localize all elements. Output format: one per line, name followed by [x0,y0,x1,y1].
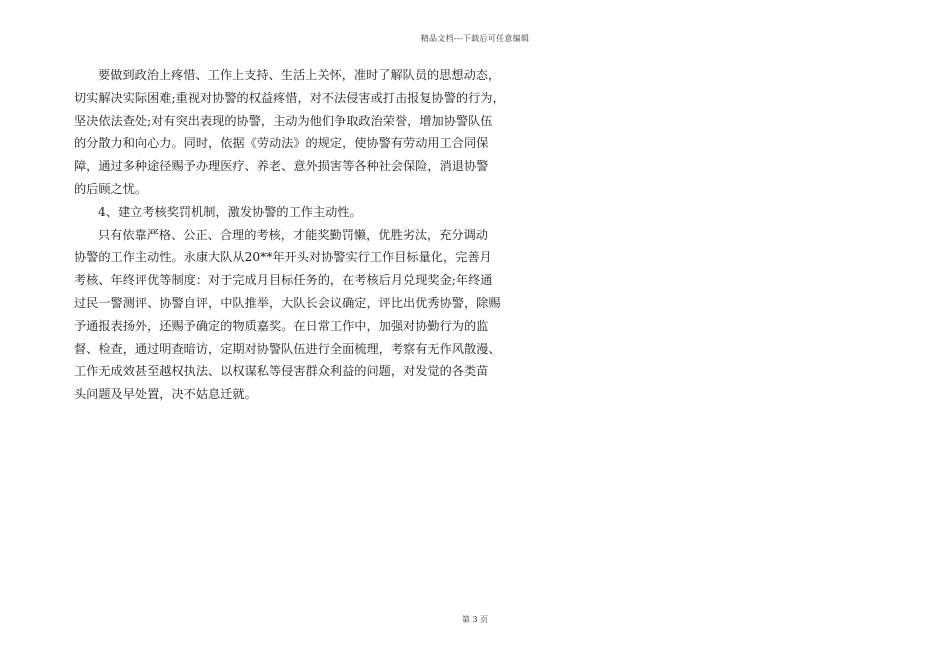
page-header: 精品文档---下载后可任意编辑 [420,34,530,43]
paragraph-line: 的后顾之忧。 [74,181,148,196]
paragraph-line: 头问题及早处置，决不姑息迁就。 [74,387,257,402]
paragraph-line: 切实解决实际困难;重视对协警的权益疼惜，对不法侵害或打击报复协警的行为， [74,90,505,105]
paragraph-line: 予通报表扬外，还赐予确定的物质嘉奖。在日常工作中，加强对协勤行为的监 [74,318,489,333]
paragraph-line: 的分散力和向心力。同时，依据《劳动法》的规定，使协警有劳动用工合同保 [74,136,489,151]
paragraph-line: 工作无成效甚至越权执法、以权谋私等侵害群众利益的问题，对发觉的各类苗 [74,364,489,379]
paragraph-line: 障，通过多种途径赐予办理医疗、养老、意外损害等各种社会保险，消退协警 [74,159,489,174]
paragraph-line: 督、检查，通过明查暗访，定期对协警队伍进行全面梳理，考察有无作风散漫、 [74,341,501,356]
paragraph-line: 坚决依法查处;对有突出表现的协警，主动为他们争取政治荣誉，增加协警队伍 [74,113,493,128]
page-number: 第 3 页 [461,615,489,624]
paragraph-line: 协警的工作主动性。永康大队从20**年开头对协警实行工作目标量化，完善月 [74,250,492,265]
paragraph-line: 考核、年终评优等制度：对于完成月目标任务的，在考核后月兑现奖金;年终通 [74,273,493,288]
paragraph-line: 过民一警测评、协警自评，中队推举，大队长会议确定，评比出优秀协警，除赐 [74,295,501,310]
paragraph-line: 要做到政治上疼惜、工作上支持、生活上关怀，准时了解队员的思想动态， [98,68,501,82]
document-body [74,64,505,406]
paragraph-line: 只有依靠严格、公正、合理的考核，才能奖勤罚懒，优胜劣汰，充分调动 [98,227,488,242]
section-heading: 4、建立考核奖罚机制，激发协警的工作主动性。 [98,204,362,219]
